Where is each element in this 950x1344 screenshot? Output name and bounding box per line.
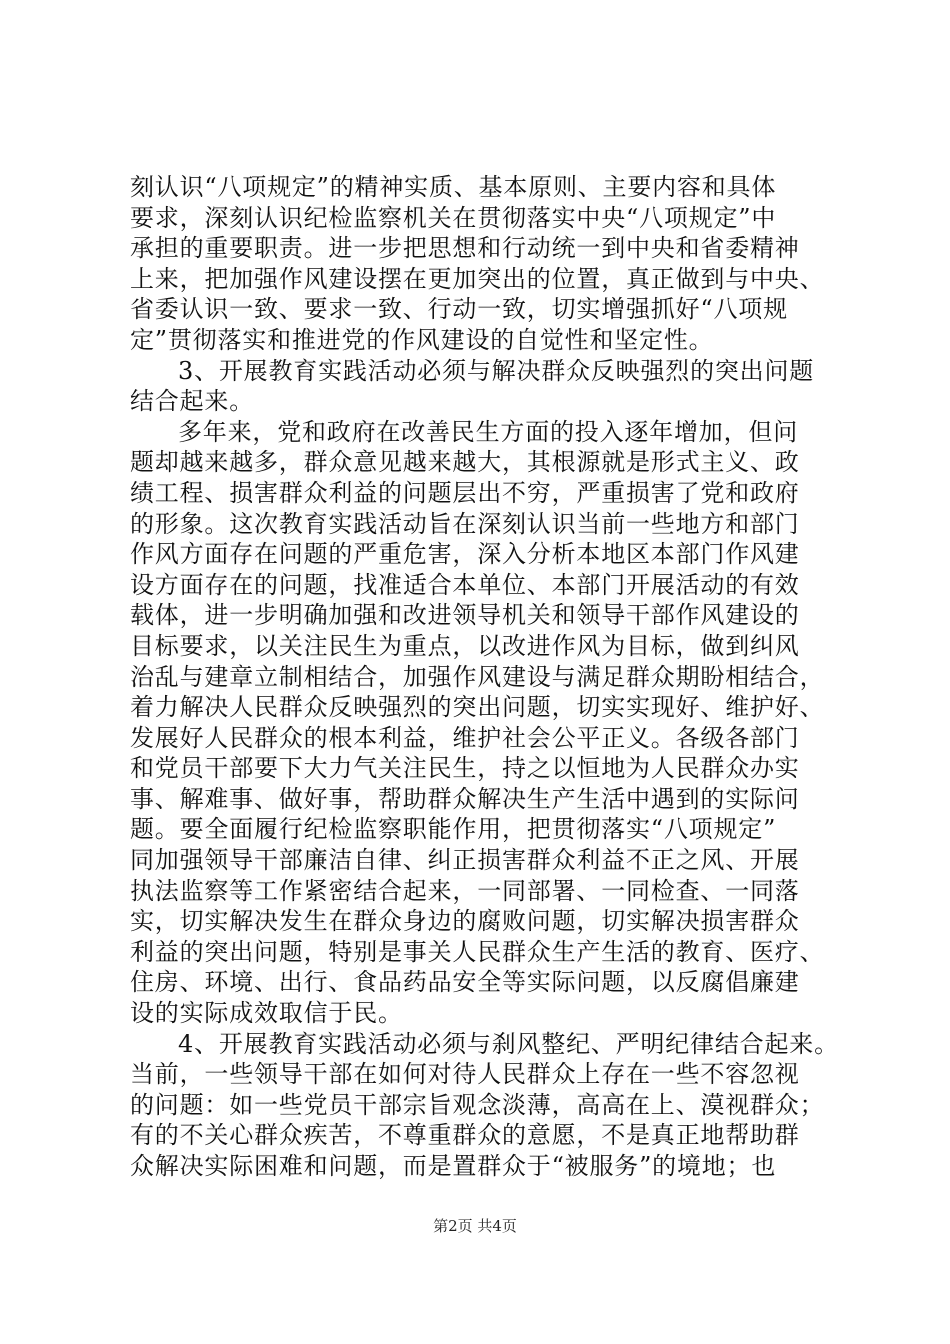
text-line: 的形象。这次教育实践活动旨在深刻认识当前一些地方和部门 <box>130 509 800 538</box>
text-line: 同加强领导干部廉洁自律、纠正损害群众利益不正之风、开展 <box>130 846 800 875</box>
text-line: 题。要全面履行纪检监察职能作用，把贯彻落实“八项规定” <box>130 815 777 844</box>
text-line: 绩工程、损害群众利益的问题层出不穷，严重损害了党和政府 <box>130 478 800 507</box>
text-line: 众解决实际困难和问题，而是置群众于“被服务”的境地；也 <box>130 1152 777 1180</box>
text-line: 要求，深刻认识纪检监察机关在贯彻落实中央“八项规定”中 <box>130 203 777 232</box>
text-line: 利益的突出问题，特别是事关人民群众生产生活的教育、医疗、 <box>130 937 825 966</box>
text-line: 题却越来越多，群众意见越来越大，其根源就是形式主义、政 <box>130 448 800 477</box>
body-text <box>130 172 842 1182</box>
text-line: 事、解难事、做好事，帮助群众解决生产生活中遇到的实际问 <box>130 784 800 813</box>
text-line: 住房、环境、出行、食品药品安全等实际问题，以反腐倡廉建 <box>130 968 800 997</box>
text-line: 执法监察等工作紧密结合起来，一同部署、一同检查、一同落 <box>130 876 800 905</box>
text-line: 设方面存在的问题，找准适合本单位、本部门开展活动的有效 <box>130 570 800 599</box>
text-line: 当前，一些领导干部在如何对待人民群众上存在一些不容忽视 <box>130 1060 800 1089</box>
text-line: 作风方面存在问题的严重危害，深入分析本地区本部门作风建 <box>130 540 800 569</box>
page-footer <box>0 1216 950 1236</box>
text-line: 着力解决人民群众反映强烈的突出问题，切实实现好、维护好、 <box>130 693 825 722</box>
section-heading-4: 4、开展教育实践活动必须与刹风整纪、严明纪律结合起来。 <box>178 1029 839 1058</box>
text-line: 发展好人民群众的根本利益，维护社会公平正义。各级各部门 <box>130 723 800 752</box>
text-line: 载体，进一步明确加强和改进领导机关和领导干部作风建设的 <box>130 601 800 630</box>
text-line: 上来，把加强作风建设摆在更加突出的位置，真正做到与中央、 <box>130 264 825 293</box>
text-line: 有的不关心群众疾苦，不尊重群众的意愿，不是真正地帮助群 <box>130 1121 800 1150</box>
text-line: 设的实际成效取信于民。 <box>130 999 403 1028</box>
text-line: 承担的重要职责。进一步把思想和行动统一到中央和省委精神 <box>130 234 800 263</box>
text-line: 和党员干部要下大力气关注民生，持之以恒地为人民群众办实 <box>130 754 800 783</box>
text-line: 实，切实解决发生在群众身边的腐败问题，切实解决损害群众 <box>130 907 800 936</box>
section-heading-3: 3、开展教育实践活动必须与解决群众反映强烈的突出问题 <box>178 356 815 385</box>
page-number: 第2页 共4页 <box>433 1217 517 1235</box>
text-line: 目标要求，以关注民生为重点，以改进作风为目标，做到纠风 <box>130 631 800 660</box>
text-line: 结合起来。 <box>130 387 254 416</box>
paragraph-start: 多年来，党和政府在改善民生方面的投入逐年增加，但问 <box>178 417 798 446</box>
text-line: 省委认识一致、要求一致、行动一致，切实增强抓好“八项规 <box>130 295 788 324</box>
text-line: 定”贯彻落实和推进党的作风建设的自觉性和坚定性。 <box>130 325 714 354</box>
text-line: 的问题：如一些党员干部宗旨观念淡薄，高高在上、漠视群众； <box>130 1090 825 1119</box>
text-line: 治乱与建章立制相结合，加强作风建设与满足群众期盼相结合， <box>130 662 825 691</box>
text-line: 刻认识“八项规定”的精神实质、基本原则、主要内容和具体 <box>130 173 777 201</box>
